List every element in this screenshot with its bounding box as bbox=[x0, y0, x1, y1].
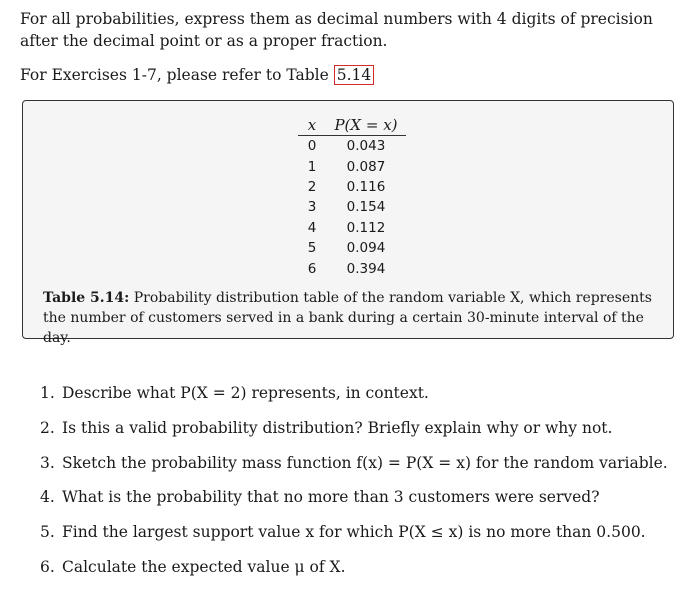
probability-distribution-table bbox=[298, 114, 406, 279]
x-value: 2 bbox=[307, 178, 317, 195]
caption-label: Table 5.14: bbox=[43, 290, 130, 306]
header-probability: P(X = x) bbox=[326, 114, 406, 136]
table-5-14-link[interactable]: 5.14 bbox=[334, 65, 375, 85]
instructions-paragraph: For all probabilities, express them as decimal numbers with 4 digits of precision after the decimal point or as a proper fraction. bbox=[20, 10, 653, 50]
question-text: Find the largest support value x for which P(X ≤ x) is no more than 0.500. bbox=[62, 523, 646, 542]
question-number: 2. bbox=[40, 418, 55, 437]
x-value: 6 bbox=[307, 260, 317, 277]
list-item bbox=[40, 452, 668, 487]
table-row bbox=[298, 258, 406, 278]
x-value: 5 bbox=[307, 240, 317, 257]
question-text: What is the probability that no more than 3 customers were served? bbox=[62, 488, 600, 507]
probability-value: 0.154 bbox=[346, 199, 386, 216]
table-figure-box bbox=[22, 100, 674, 346]
table-reference-line bbox=[20, 64, 374, 86]
table-row bbox=[298, 177, 406, 197]
x-value: 1 bbox=[307, 158, 317, 175]
table-reference-text: For Exercises 1-7, please refer to Table bbox=[20, 66, 334, 84]
caption-text: Probability distribution table of the random variable X, which represents the number of customers served in a bank during a certain 30-minute interval of the day. bbox=[43, 290, 652, 346]
question-number: 1. bbox=[40, 384, 55, 402]
probability-value: 0.116 bbox=[346, 178, 386, 195]
table-row bbox=[298, 218, 406, 238]
list-item bbox=[40, 382, 668, 417]
question-number: 6. bbox=[40, 557, 55, 576]
question-number: 5. bbox=[40, 523, 55, 542]
question-text: Sketch the probability mass function f(x) = P(X = x) for the random variable. bbox=[62, 453, 668, 472]
list-item bbox=[40, 556, 668, 591]
x-value: 0 bbox=[307, 138, 317, 155]
question-number: 4. bbox=[40, 488, 55, 507]
table-row bbox=[298, 197, 406, 217]
x-value: 3 bbox=[307, 199, 317, 216]
list-item bbox=[40, 486, 668, 521]
question-text: Calculate the expected value μ of X. bbox=[62, 557, 346, 576]
question-number: 3. bbox=[40, 453, 55, 472]
table-row bbox=[298, 238, 406, 258]
probability-value: 0.112 bbox=[346, 219, 386, 236]
x-value: 4 bbox=[307, 219, 317, 236]
header-x: x bbox=[298, 114, 326, 136]
exercise-list bbox=[40, 382, 668, 591]
table-row bbox=[298, 136, 406, 157]
question-text: Is this a valid probability distribution? Briefly explain why or why not. bbox=[62, 418, 613, 437]
list-item bbox=[40, 521, 668, 556]
probability-value: 0.043 bbox=[346, 138, 386, 155]
question-text: Describe what P(X = 2) represents, in context. bbox=[62, 384, 429, 402]
probability-value: 0.087 bbox=[346, 158, 386, 175]
list-item bbox=[40, 417, 668, 452]
probability-value: 0.094 bbox=[346, 240, 386, 257]
table-row bbox=[298, 156, 406, 176]
probability-value: 0.394 bbox=[346, 260, 386, 277]
table-caption bbox=[43, 288, 663, 348]
